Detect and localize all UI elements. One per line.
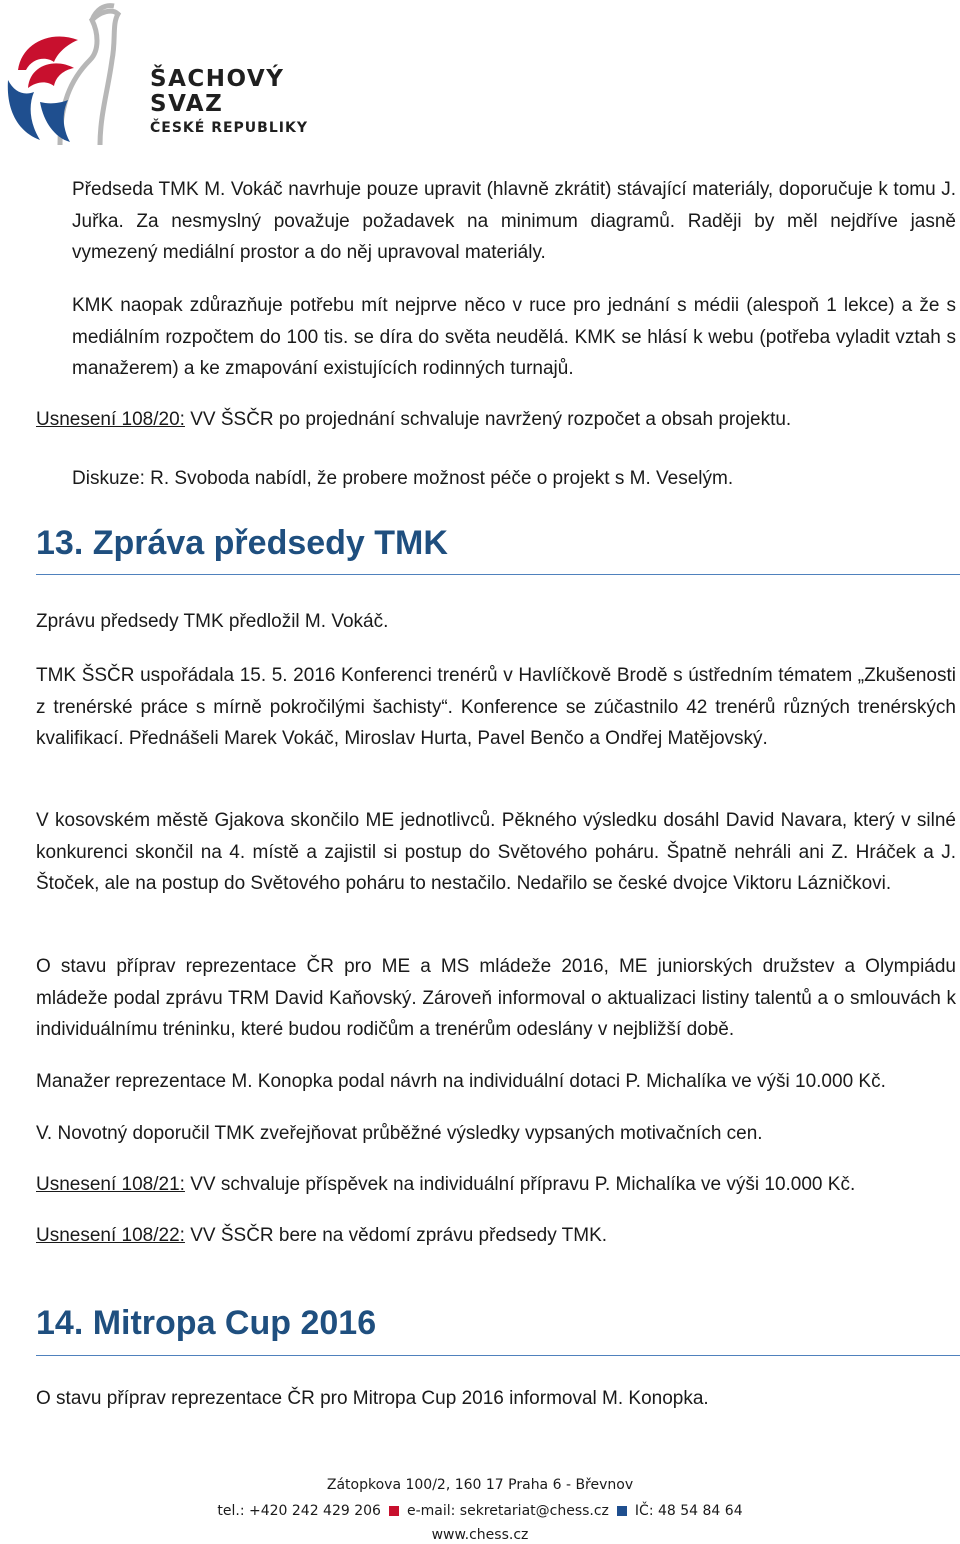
red-square-icon xyxy=(389,1506,399,1516)
resolution-label: Usnesení 108/21: xyxy=(36,1174,185,1195)
resolution-108-20 xyxy=(36,404,956,436)
resolution-text: VV schvaluje příspěvek na individuální přípravu P. Michalíka ve výši 10.000 Kč. xyxy=(184,1174,856,1195)
logo-wordmark xyxy=(150,68,308,135)
footer-ico: IČ: 48 54 84 64 xyxy=(634,1503,743,1519)
paragraph-mitropa-cup: O stavu příprav reprezentace ČR pro Mitropa Cup 2016 informoval M. Konopka. xyxy=(36,1388,709,1409)
footer-phone: tel.: +420 242 429 206 xyxy=(217,1503,381,1519)
footer-contacts xyxy=(0,1503,960,1519)
resolution-108-22 xyxy=(36,1220,956,1252)
footer-website: www.chess.cz xyxy=(431,1527,529,1543)
paragraph-discussion: Diskuze: R. Svoboda nabídl, že probere možnost péče o projekt s M. Veselým. xyxy=(72,468,734,489)
heading-rule xyxy=(36,574,960,575)
section-heading-13: 13. Zpráva předsedy TMK xyxy=(36,524,448,562)
resolution-label: Usnesení 108/22: xyxy=(36,1225,185,1246)
footer-address: Zátopkova 100/2, 160 17 Praha 6 - Břevnov xyxy=(326,1477,634,1493)
chess-federation-logo xyxy=(0,0,310,150)
logo-line-1: ŠACHOVÝ xyxy=(150,66,285,92)
resolution-label: Usnesení 108/20: xyxy=(36,409,185,430)
logo-line-3: ČESKÉ REPUBLIKY xyxy=(150,120,308,136)
resolution-text: VV ŠSČR bere na vědomí zprávu předsedy TMK. xyxy=(184,1225,608,1246)
paragraph-youth-team: O stavu příprav reprezentace ČR pro ME a MS mládeže 2016, ME juniorských družstev a Olympiádu mládeže podal zprávu TRM David Kaňovský. Zároveň informoval o aktualizaci listiny talentů a o smlouvách k individuálnímu tréninku, které budou rodičům a trenérům odeslány v nejbližší době. xyxy=(36,956,956,1040)
paragraph-european-championship: V kosovském městě Gjakova skončilo ME jednotlivců. Pěkného výsledku dosáhl David Navara, který v silné konkurenci skončil na 4. místě a zajistil si postup do Světového poháru. Špatně nehráli ani Z. Hráček a J. Štoček, ale na postup do Světového poháru to nestačilo. Nedařilo se české dvojce Viktoru Lázničkovi. xyxy=(36,810,956,894)
paragraph-coaches-conference: TMK ŠSČR uspořádala 15. 5. 2016 Konferenci trenérů v Havlíčkově Brodě s ústředním tématem „Zkušenosti z trenérské práce s mírně pokročilými šachisty“. Konference se zúčastnilo 42 trenérů různých trenérských kvalifikací. Přednášeli Marek Vokáč, Miroslav Hurta, Pavel Benčo a Ondřej Matějovský. xyxy=(36,665,956,749)
footer-email: e-mail: sekretariat@chess.cz xyxy=(406,1503,609,1519)
paragraph-kmk: KMK naopak zdůrazňuje potřebu mít nejprve něco v ruce pro jednání s médii (alespoň 1 lekce) a že s mediálním rozpočtem do 100 tis. se díra do světa neudělá. KMK se hlásí k webu (potřeba vyladit vztah s manažerem) a ke zmapování existujících rodinných turnajů. xyxy=(72,295,956,379)
blue-square-icon xyxy=(617,1506,627,1516)
paragraph-tmk-chair: Předseda TMK M. Vokáč navrhuje pouze upravit (hlavně zkrátit) stávající materiály, doporučuje k tomu J. Juřka. Za nesmyslný považuje požadavek na minimum diagramů. Raději by měl nejdříve jasně vymezený mediální prostor a do něj upravoval materiály. xyxy=(72,179,956,263)
paragraph-report-submitted: Zprávu předsedy TMK předložil M. Vokáč. xyxy=(36,611,389,632)
resolution-text: VV ŠSČR po projednání schvaluje navržený rozpočet a obsah projektu. xyxy=(184,409,792,430)
paragraph-motivation-prizes: V. Novotný doporučil TMK zveřejňovat průběžné výsledky vypsaných motivačních cen. xyxy=(36,1123,763,1144)
paragraph-subsidy-proposal: Manažer reprezentace M. Konopka podal návrh na individuální dotaci P. Michalíka ve výši 10.000 Kč. xyxy=(36,1071,886,1092)
resolution-108-21 xyxy=(36,1169,956,1201)
heading-rule xyxy=(36,1355,960,1356)
section-heading-14: 14. Mitropa Cup 2016 xyxy=(36,1304,377,1342)
logo-line-2: SVAZ xyxy=(150,91,224,117)
chess-knight-logo-icon xyxy=(0,0,150,150)
